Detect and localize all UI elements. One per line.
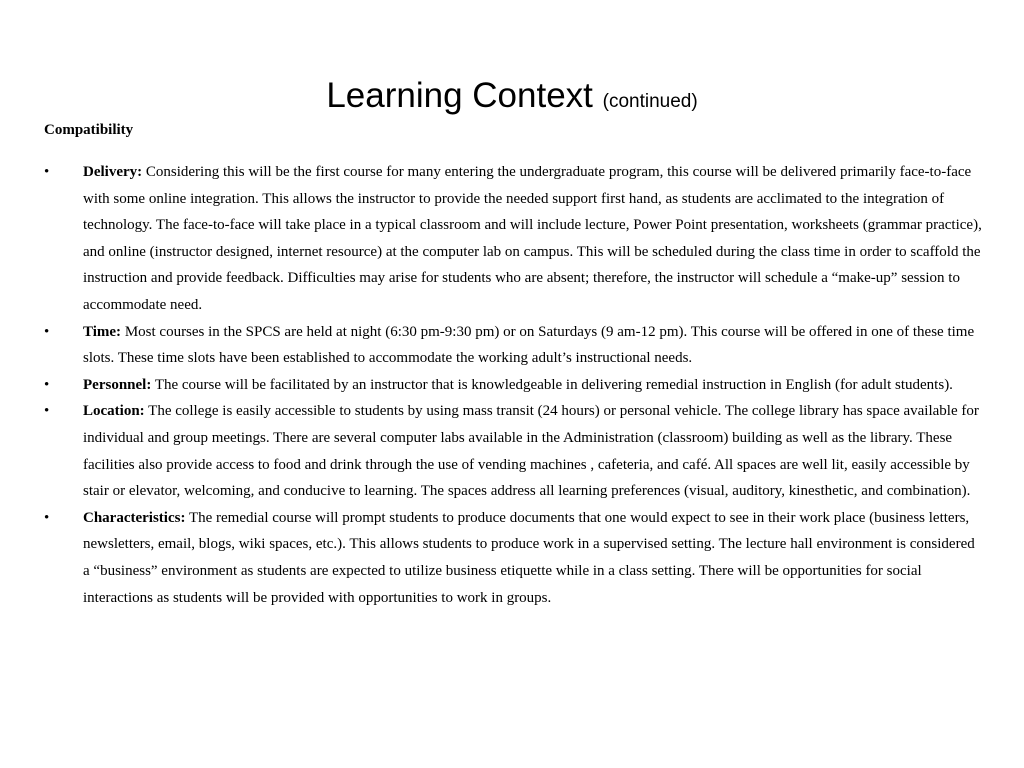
bullet-text: Most courses in the SPCS are held at night (6:30 pm-9:30 pm) or on Saturdays (9 am-12 pm). This course will be offered in one of these time slots. These time slots have been established to accommodate the working adult’s instructional needs.	[83, 323, 975, 367]
bullet-icon: •	[44, 323, 50, 340]
bullet-text: Considering this will be the first course for many entering the undergraduate program, this course will be delivered primarily face-to-face with some online integration. This allows the instructor to provide the needed support first hand, as students are acclimated to the integration of technology. The face-to-face will take place in a typical classroom and will include lecture, Power Point presentation, worksheets (grammar practice), and online (instructor designed, internet resource) at the computer lab on campus. This will be scheduled during the class time in order to scaffold the instruction and provide feedback. Difficulties may arise for students who are absent; therefore, the instructor will schedule a “make-up” session to accommodate need.	[83, 164, 982, 313]
bullet-item-delivery	[44, 159, 984, 319]
bullet-item-location	[44, 398, 984, 504]
bullet-text: The remedial course will prompt students to produce documents that one would expect to see in their work place (business letters, newsletters, email, blogs, wiki spaces, etc.). This allows students to produce work in a supervised setting. The lecture hall environment is considered a “business” environment as students are expected to utilize business etiquette while in a class setting. There will be opportunities for social interactions as students will be provided with opportunities to work in groups.	[83, 509, 975, 606]
slide-title-main: Learning Context	[326, 76, 593, 115]
bullet-label: Location:	[83, 403, 145, 420]
slide-title	[0, 74, 1024, 124]
bullet-item-characteristics	[44, 505, 984, 611]
slide-title-suffix: (continued)	[602, 91, 698, 112]
bullet-label: Personnel:	[83, 376, 152, 393]
bullet-label: Time:	[83, 323, 122, 340]
bullet-item-personnel	[44, 372, 984, 399]
bullet-label: Delivery:	[83, 164, 143, 180]
bullet-text: The college is easily accessible to students by using mass transit (24 hours) or personal vehicle. The college library has space available for individual and group meetings. There are several computer labs available in the Administration (classroom) building as well as the library. These facilities also provide access to food and drink through the use of vending machines , cafeteria, and café. All spaces are well lit, easily accessible by stair or elevator, welcoming, and conducive to learning. The spaces address all learning preferences (visual, auditory, kinesthetic, and combination).	[83, 403, 979, 500]
bullet-icon: •	[44, 403, 50, 420]
section-heading: Compatibility	[44, 122, 134, 138]
bullet-list	[44, 159, 984, 611]
bullet-text: The course will be facilitated by an instructor that is knowledgeable in delivering remedial instruction in English (for adult students).	[154, 376, 953, 393]
bullet-icon: •	[44, 509, 50, 526]
bullet-label: Characteristics:	[83, 509, 186, 526]
bullet-item-time	[44, 319, 984, 372]
bullet-icon: •	[44, 376, 50, 393]
bullet-icon: •	[44, 164, 50, 180]
